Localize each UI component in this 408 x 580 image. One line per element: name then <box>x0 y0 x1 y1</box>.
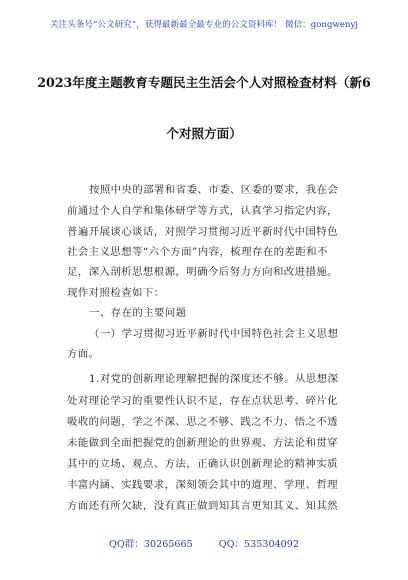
body-line: 1.对党的创新理论理解把握的深度还不够。从思想深 <box>89 373 339 385</box>
footer-contact <box>0 536 408 550</box>
body-line: 足，深入剖析思想根源，明确今后努力方向和改进措施。 <box>67 266 339 278</box>
body-line: 普遍开展谈心谈话，对照学习贯彻习近平新时代中国特色 <box>67 226 339 238</box>
header-promo-note: 关注头条号“公文研究”，获得最新最全最专业的公文资料库！ 微信：gongwenyj <box>50 20 358 30</box>
body-line: 现作对照检查如下： <box>67 287 165 299</box>
body-line: 处对理论学习的重要性认识不足，存在点状思考、碎片化 <box>67 395 339 407</box>
footer-qq-group: QQ群：30265665 <box>108 539 193 550</box>
subsection-heading: （一）学习贯彻习近平新时代中国特色社会主义思想 <box>89 328 339 340</box>
document-title-line-1: 2023年度主题教育专题民主生活会个人对照检查材料（新6 <box>37 75 371 90</box>
body-line: 未能做到全面把握党的创新理论的世界观、方法论和贯穿 <box>67 437 339 449</box>
body-line: 方面还有所欠缺，没有真正做到知其言更知其义、知其然 <box>67 500 339 512</box>
subsection-heading-cont: 方面。 <box>67 348 100 360</box>
document-title-line-2: 个对照方面） <box>166 126 242 141</box>
body-line: 丰富内涵、实践要求，深刻领会其中的道理、学理、哲理 <box>67 479 339 491</box>
section-heading: 一、存在的主要问题 <box>89 307 187 319</box>
footer-qq-number: QQ：535304092 <box>218 539 299 550</box>
body-line: 吸收的问题，学之不深、思之不够、践之不力、悟之不透 <box>67 416 339 428</box>
body-line: 其中的立场、观点、方法，正确认识创新理论的精神实质 <box>67 458 339 470</box>
body-line: 社会主义思想等“六个方面”内容，梳理存在的差距和不 <box>67 246 328 258</box>
body-line: 前通过个人自学和集体研学等方式，认真学习指定内容， <box>67 205 339 217</box>
body-line: 按照中央的部署和省委、市委、区委的要求，我在会 <box>89 184 339 196</box>
